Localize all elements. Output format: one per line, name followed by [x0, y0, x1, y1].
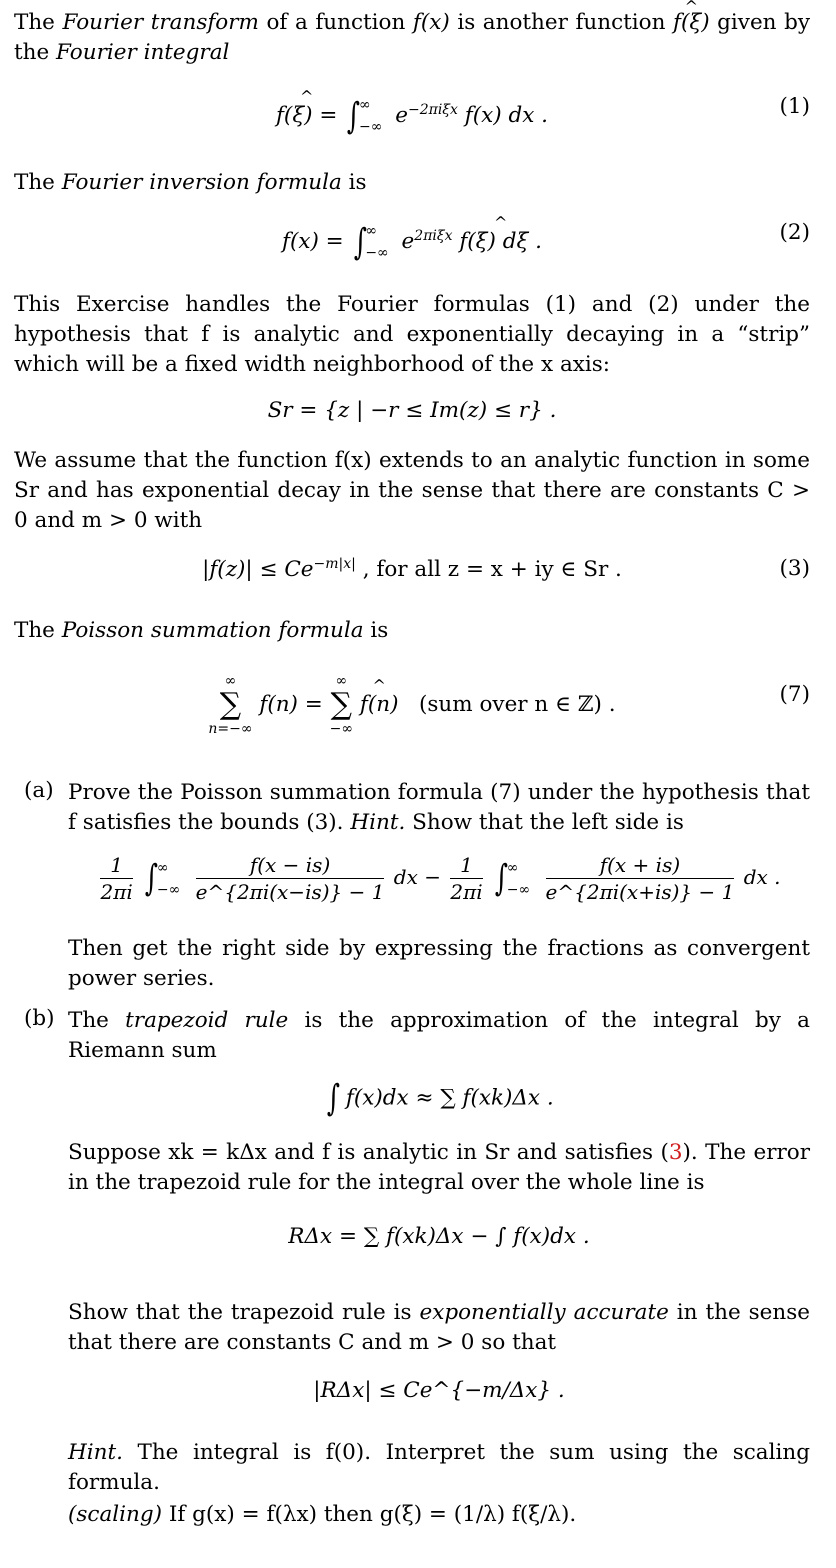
part-a-label: (a) — [24, 778, 54, 803]
hint-expression: $\frac{1}{2\pi i}$ ∫∞ −∞ $\frac{f(x - is)}{e\^{}\{2\pi i(x-is)\} - 1}$ dx − $\frac{1}{2\pi i}$ ∫∞ −∞ $\frac{f(x + is)}{e\^{}\{2\pi i(x+is)\} - 1}$ dx . — [100, 853, 781, 904]
equation-number: (2) — [779, 220, 810, 245]
equation-7: ∞ ∑ n=−∞ f(n) = ∞ ∑ −∞ ^ f(n) (sum over n ∈ ℤ) . (7) — [14, 646, 810, 764]
inversion-line: The Fourier inversion formula is — [14, 170, 367, 195]
equation-number: (3) — [779, 556, 810, 581]
part-b-label: (b) — [24, 1006, 55, 1031]
intro-paragraph: The Fourier transform of a function f(x) is another function ^ f(ξ) given by the Fourier integral — [14, 8, 810, 68]
part-b: (b) The trapezoid rule is the approximation of the integral by a Riemann sum ∫ f(x)dx ≈ ∑ f(xk)Δx . Suppose xk = kΔx and f is analytic in Sr and satisfies (3). The error in the trapezoid rule for the integral over the whole line is RΔx = ∑ f(xk)Δx − ∫ f(x)dx . Show that the trapezoid rule is exponentially accurate in the sense that there are constants C and m > 0 so that |RΔx| ≤ Ce^{−m/Δx} . Hint. The integral is f(0). Interpret the sum using the scaling formula. (scaling) If g(x) = f(λx) then g(ξ) = (1/λ) f(ξ/λ). — [24, 1006, 810, 1527]
hypothesis-paragraph: This Exercise handles the Fourier formulas (1) and (2) under the hypothesis that f is analytic and exponentially decaying in a “strip” which will be a fixed width neighborhood of the x axis: — [14, 292, 810, 377]
strip-definition: Sr = {z | −r ≤ Im(z) ≤ r} . — [267, 398, 557, 423]
equation-3: $|f(z)| \le Ce^{-m|x|}$ , for all z = x + iy ∈ Sr . (3) — [202, 556, 810, 583]
equation-number: (1) — [779, 94, 810, 119]
exercise-page — [14, 8, 810, 1530]
part-a: (a) Prove the Poisson summation formula (7) under the hypothesis that f satisfies the bounds (3). Hint. Show that the left side is $\frac{1}{2\pi i}$ ∫∞ −∞ $\frac{f(x - is)}{e\^{}\{2\pi i(x-is)\} - 1}$ dx − $\frac{1}{2\pi i}$ ∫∞ −∞ $\frac{f(x + is)}{e\^{}\{2\pi i(x+is)\} - 1}$ dx . Then get the right side by expressing the fractions as convergent power series. — [24, 778, 810, 991]
equation-1: ^ f(ξ) = ∫∞ −∞ $e^{-2\pi i\xi x}$ f(x) dx . (1) — [14, 68, 810, 164]
equation-2: f(x) = ∫∞ −∞ $e^{2\pi i\xi x}$ ^ f(ξ) dξ . (2) — [14, 198, 810, 290]
poisson-line: The Poisson summation formula is — [14, 618, 389, 643]
decay-paragraph: We assume that the function f(x) extends to an analytic function in some Sr and has exponential decay in the sense that there are constants C > 0 and m > 0 with — [14, 448, 810, 533]
equation-number: (7) — [779, 682, 810, 707]
equation-reference-link[interactable]: 3 — [668, 1140, 683, 1165]
trapezoid-approximation: ∫ f(x)dx ≈ ∑ f(xk)Δx . — [327, 1078, 554, 1119]
error-bound: |RΔx| ≤ Ce^{−m/Δx} . — [313, 1378, 565, 1403]
remainder-equation: RΔx = ∑ f(xk)Δx − ∫ f(x)dx . — [288, 1224, 590, 1249]
